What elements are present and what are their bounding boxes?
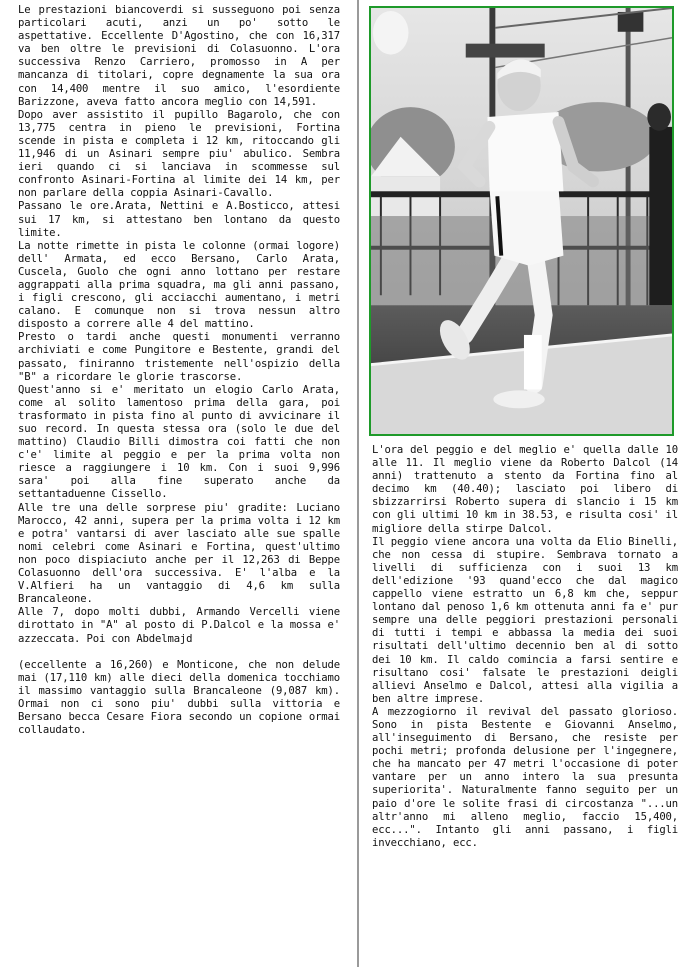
paragraph: Dopo aver assistito il pupillo Bagarolo, che con 13,775 centra in pieno le previsioni, Fortina scende in pista e completa i 12 km, ritoccando gli 11,946 di un Asinari sempre piu' abulico. Sembra ieri quando ci si lanciava in scommesse sul confronto Asinari-Fortina al limite dei 14 km, per non parlare della coppia Asinari-Cavallo. [18,108,340,200]
column-divider [357,0,359,967]
paragraph: La notte rimette in pista le colonne (ormai logore) dell' Armata, ed ecco Bersano, Carlo Arata, Cuscela, Guolo che ogni anno lottano per restare aggrappati alla prima squadra, ma gli anni passano, i figli crescono, gli acciacchi aumentano, i metri calano. E comunque non si trova nessun altro disposto a correre alle 4 del mattino. [18,239,340,331]
article-right-column [372,444,678,850]
paragraph: Il peggio viene ancora una volta da Elio Binelli, che non cessa di stupire. Sembrava tornato a livelli di sufficienza con i suoi 13 km dell'edizione '93 quand'ecco che dal magico cappello viene estratto un 6,8 km che, seppur lontano dal penoso 1,6 km ottenuta anni fa e' pur sempre una delle peggiori prestazioni personali di tutti i tempi e abbassa la media dei suoi risultati dell'ultimo decennio ben al di sotto dei 10 km. Il caldo comincia a farsi sentire e risultano cosi' falsate le prestazioni deigli allievi Anselmo e Dalcol, attesi alla vigilia a ben altre imprese. [372,535,678,705]
paragraph: Passano le ore.Arata, Nettini e A.Bosticco, attesi sui 17 km, si attestano ben lontano da questo limite. [18,200,340,239]
paragraph: A mezzogiorno il revival del passato glorioso. Sono in pista Bestente e Giovanni Anselmo, all'inseguimento di Bersano, che resiste per pochi metri; profonda delusione per l'ingegnere, che ha mancato per 47 metri l'occasione di poter vantare per un anno intero la sua presunta superiorita'. Naturalmente fanno seguito per un paio d'ore le solite frasi di circostanza "...un altr'anno mi alleno meglio, faccio 15,400, ecc...". Intanto gli anni passano, i figli invecchiano, ecc. [372,705,678,849]
paragraph: Quest'anno si e' meritato un elogio Carlo Arata, come al solito lamentoso prima della gara, poi trasformato in pista fino al punto di avvicinare il suo record. In questa stessa ora (solo le due del mattino) Claudio Billi dimostra coi fatti che non c'e' limite al peggio e per la prima volta non riesce a raggiungere i 10 km. Con i suoi 9,996 sara' poi alla fine superato anche da settantaduenne Cissello. [18,383,340,501]
runner-photo [369,6,674,436]
paragraph: Alle 7, dopo molti dubbi, Armando Vercelli viene dirottato in "A" al posto di P.Dalcol e la mossa e' azzeccata. Poi con Abdelmajd [18,606,340,645]
paragraph: Le prestazioni biancoverdi si susseguono poi senza particolari acuti, anzi un po' sotto le aspettative. Eccellente D'Agostino, che con 16,317 va ben oltre le previsioni di Colasuonno. L'ora successiva Renzo Carriero, promosso in A per mancanza di titolari, copre degnamente la sua ora con 14,400 mentre il suo amico, l'esordiente Barizzone, aveva fatto ancora meglio con 14,591. [18,4,340,108]
paragraph-gap [18,646,340,659]
runner-photo-drawing [371,8,672,434]
article-left-column [18,4,340,737]
paragraph: (eccellente a 16,260) e Monticone, che non delude mai (17,110 km) alle dieci della domenica tocchiamo il massimo vantaggio sulla Brancaleone (9,087 km). Ormai non ci sono piu' dubbi sulla vittoria e Bersano becca Cesare Fiora secondo un copione ormai collaudato. [18,658,340,737]
paragraph: Presto o tardi anche questi monumenti verranno archiviati e come Pungitore e Bestente, grandi del passato, finiranno tristemente nell'ospizio della "B" a ricordare le glorie trascorse. [18,331,340,383]
paragraph: Alle tre una delle sorprese piu' gradite: Luciano Marocco, 42 anni, supera per la prima volta i 12 km e potra' vantarsi di aver lasciato alle sue spalle nomi celebri come Asinari e Fortina, quest'ultimo non poco dispiaciuto anche per il 12,263 di Beppe Colasuonno dell'ora successiva. E' l'alba e la V.Alfieri ha un vantaggio di 4,6 km sulla Brancaleone. [18,501,340,606]
paragraph: L'ora del peggio e del meglio e' quella dalle 10 alle 11. Il meglio viene da Roberto Dalcol (14 anni) trattenuto a stento da Fortina fino al decimo km (40.40); lasciato poi libero di sbizzarrirsi Roberto supera di slancio i 15 km con gli ultimi 10 km in 38.53, e risulta cosi' il migliore della stirpe Dalcol. [372,444,678,535]
